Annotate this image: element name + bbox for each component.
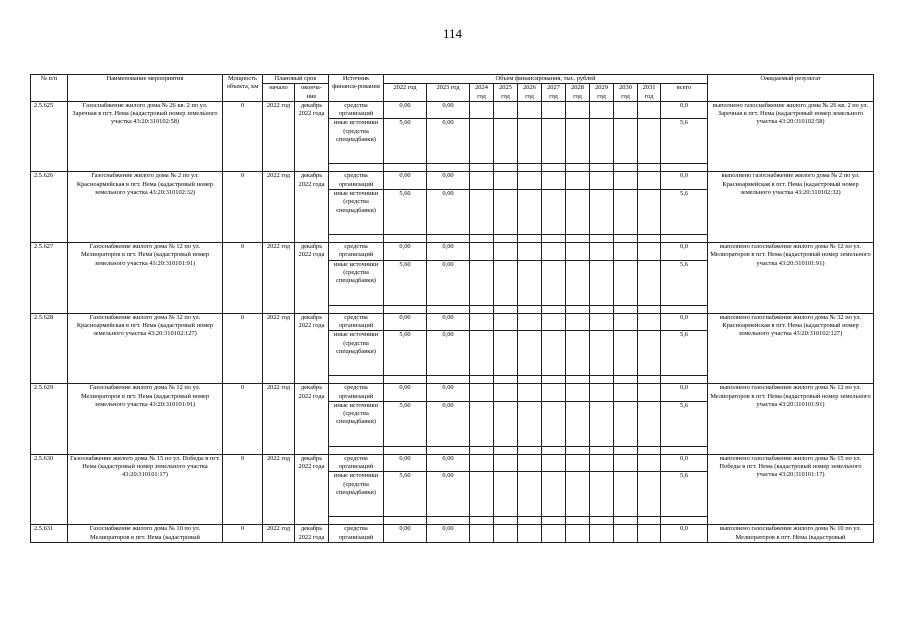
header-volume: Объем финансирования, тыс. рублей (384, 75, 708, 84)
empty-year-cell (590, 260, 614, 305)
empty-year-cell (470, 384, 494, 402)
gap-cell (470, 446, 494, 454)
empty-year-cell (638, 401, 661, 446)
gap-cell (542, 446, 566, 454)
header-year: 2024 год (470, 84, 494, 102)
gap-cell (518, 446, 542, 454)
value-total: 5,6 (661, 119, 708, 164)
gap-cell (494, 376, 518, 384)
empty-year-cell (614, 119, 638, 164)
value-2022: 0,00 (384, 243, 427, 261)
financing-table (30, 74, 874, 543)
row-capacity: 0 (223, 525, 263, 543)
value-2023: 0,00 (427, 190, 470, 235)
value-2023: 0,00 (427, 172, 470, 190)
value-2023: 0,00 (427, 260, 470, 305)
row-start: 2022 год (263, 454, 295, 525)
empty-year-cell (542, 384, 566, 402)
empty-year-cell (566, 525, 590, 543)
gap-cell (518, 305, 542, 313)
empty-year-cell (494, 472, 518, 517)
empty-year-cell (518, 454, 542, 472)
value-2022: 0,00 (384, 101, 427, 119)
empty-year-cell (614, 190, 638, 235)
gap-cell (470, 305, 494, 313)
gap-cell (590, 164, 614, 172)
empty-year-cell (590, 384, 614, 402)
empty-year-cell (470, 454, 494, 472)
row-end: декабрь 2022 года (295, 172, 329, 243)
gap-cell (329, 305, 384, 313)
row-start: 2022 год (263, 172, 295, 243)
empty-year-cell (542, 331, 566, 376)
row-code: 2.5.630 (31, 454, 68, 525)
empty-year-cell (494, 101, 518, 119)
gap-cell (494, 517, 518, 525)
header-year: 2026 год (518, 84, 542, 102)
empty-year-cell (638, 331, 661, 376)
value-2022: 5,60 (384, 260, 427, 305)
empty-year-cell (494, 454, 518, 472)
gap-cell (427, 446, 470, 454)
empty-year-cell (542, 190, 566, 235)
gap-cell (590, 446, 614, 454)
empty-year-cell (590, 313, 614, 331)
gap-cell (614, 235, 638, 243)
gap-cell (590, 235, 614, 243)
empty-year-cell (638, 101, 661, 119)
value-2022: 5,60 (384, 331, 427, 376)
gap-cell (470, 517, 494, 525)
empty-year-cell (614, 101, 638, 119)
row-code: 2.5.625 (31, 101, 68, 172)
value-2022: 5,60 (384, 190, 427, 235)
value-2023: 0,00 (427, 472, 470, 517)
value-2022: 5,60 (384, 119, 427, 164)
row-capacity: 0 (223, 172, 263, 243)
row-result: выполнено газоснабжение жилого дома № 10 по ул. Мелиораторов в пгт. Нема (кадастровый (708, 525, 874, 543)
gap-cell (661, 235, 708, 243)
empty-year-cell (518, 243, 542, 261)
value-total: 0,0 (661, 172, 708, 190)
empty-year-cell (638, 190, 661, 235)
empty-year-cell (542, 313, 566, 331)
empty-year-cell (470, 260, 494, 305)
empty-year-cell (614, 401, 638, 446)
empty-year-cell (590, 190, 614, 235)
value-total: 0,0 (661, 384, 708, 402)
empty-year-cell (590, 331, 614, 376)
table-row (31, 384, 874, 402)
empty-year-cell (470, 119, 494, 164)
page-number: 114 (442, 26, 463, 41)
empty-year-cell (494, 313, 518, 331)
empty-year-cell (518, 190, 542, 235)
empty-year-cell (638, 119, 661, 164)
row-code: 2.5.631 (31, 525, 68, 543)
source-label: средства организаций (329, 525, 384, 543)
header-term-end: оконча-ние (295, 84, 329, 102)
row-name: Газоснабжение жилого дома № 12 по ул. Мелиораторов в пгт. Нема (кадастровый номер земельного участка 43:20:310101:91) (68, 384, 223, 455)
row-capacity: 0 (223, 454, 263, 525)
empty-year-cell (638, 313, 661, 331)
gap-cell (566, 235, 590, 243)
header-year: 2028 год (566, 84, 590, 102)
value-2023: 0,00 (427, 331, 470, 376)
empty-year-cell (638, 260, 661, 305)
gap-cell (590, 305, 614, 313)
row-end: декабрь 2022 года (295, 454, 329, 525)
gap-cell (566, 164, 590, 172)
row-end: декабрь 2022 года (295, 525, 329, 543)
empty-year-cell (494, 172, 518, 190)
header-capacity: Мощность объекта, км (223, 75, 263, 102)
gap-cell (542, 235, 566, 243)
gap-cell (494, 235, 518, 243)
empty-year-cell (542, 401, 566, 446)
header-year: 2027 год (542, 84, 566, 102)
gap-cell (542, 517, 566, 525)
row-capacity: 0 (223, 101, 263, 172)
empty-year-cell (494, 525, 518, 543)
row-result: выполнено газоснабжение жилого дома № 26 кв. 2 по ул. Заречная в пгт. Нема (кадастровый номер земельного участка 43:20:310102:58) (708, 101, 874, 172)
gap-cell (518, 517, 542, 525)
gap-cell (384, 517, 427, 525)
empty-year-cell (638, 172, 661, 190)
gap-cell (494, 446, 518, 454)
empty-year-cell (614, 331, 638, 376)
empty-year-cell (470, 243, 494, 261)
value-2023: 0,00 (427, 454, 470, 472)
empty-year-cell (638, 384, 661, 402)
row-capacity: 0 (223, 384, 263, 455)
source-label: иные источники (средства спецнадбавки) (329, 401, 384, 446)
row-name: Газоснабжение жилого дома № 32 по ул. Красноармейская в пгт. Нема (кадастровый номер земельного участка 43:20:310102:127) (68, 313, 223, 384)
empty-year-cell (566, 401, 590, 446)
header-year: 2023 год (427, 84, 470, 102)
header-name: Наименование мероприятия (68, 75, 223, 102)
gap-cell (518, 164, 542, 172)
gap-cell (638, 376, 661, 384)
source-label: средства организаций (329, 384, 384, 402)
empty-year-cell (518, 401, 542, 446)
row-result: выполнено газоснабжение жилого дома № 2 по ул. Красноармейская в пгт. Нема (кадастровый номер земельного участка 43:20:310102:32) (708, 172, 874, 243)
source-label: средства организаций (329, 454, 384, 472)
empty-year-cell (518, 525, 542, 543)
row-start: 2022 год (263, 525, 295, 543)
value-2022: 0,00 (384, 384, 427, 402)
gap-cell (614, 305, 638, 313)
header-num: № п/п (31, 75, 68, 102)
empty-year-cell (614, 525, 638, 543)
gap-cell (566, 305, 590, 313)
value-2023: 0,00 (427, 101, 470, 119)
header-source: Источник финанси-рования (329, 75, 384, 102)
row-name: Газоснабжение жилого дома № 26 кв. 2 по ул. Заречная в пгт. Нема (кадастровый номер земельного участка 43:20:310102:58) (68, 101, 223, 172)
gap-cell (542, 376, 566, 384)
gap-cell (542, 164, 566, 172)
header-term-start: начало (263, 84, 295, 102)
source-label: иные источники (средства спецнадбавки) (329, 260, 384, 305)
source-label: средства организаций (329, 101, 384, 119)
gap-cell (384, 164, 427, 172)
table-row (31, 525, 874, 543)
empty-year-cell (470, 101, 494, 119)
empty-year-cell (494, 243, 518, 261)
empty-year-cell (614, 243, 638, 261)
table-row (31, 172, 874, 190)
empty-year-cell (566, 384, 590, 402)
gap-cell (518, 376, 542, 384)
row-code: 2.5.629 (31, 384, 68, 455)
gap-cell (614, 164, 638, 172)
row-capacity: 0 (223, 313, 263, 384)
value-2023: 0,00 (427, 243, 470, 261)
gap-cell (638, 164, 661, 172)
value-2023: 0,00 (427, 119, 470, 164)
empty-year-cell (638, 472, 661, 517)
header-year: 2031 год (638, 84, 661, 102)
gap-cell (384, 376, 427, 384)
empty-year-cell (518, 384, 542, 402)
row-end: декабрь 2022 года (295, 243, 329, 314)
empty-year-cell (542, 260, 566, 305)
row-name: Газоснабжение жилого дома № 2 по ул. Красноармейская в пгт. Нема (кадастровый номер земельного участка 43:20:310102:32) (68, 172, 223, 243)
gap-cell (329, 517, 384, 525)
gap-cell (470, 164, 494, 172)
empty-year-cell (566, 260, 590, 305)
value-total: 5,6 (661, 190, 708, 235)
header-term: Плановый срок (263, 75, 329, 84)
empty-year-cell (590, 525, 614, 543)
gap-cell (427, 164, 470, 172)
source-label: иные источники (средства спецнадбавки) (329, 119, 384, 164)
empty-year-cell (542, 454, 566, 472)
empty-year-cell (542, 525, 566, 543)
row-code: 2.5.628 (31, 313, 68, 384)
gap-cell (661, 164, 708, 172)
empty-year-cell (614, 384, 638, 402)
gap-cell (566, 376, 590, 384)
empty-year-cell (614, 172, 638, 190)
gap-cell (384, 446, 427, 454)
gap-cell (614, 517, 638, 525)
empty-year-cell (470, 331, 494, 376)
gap-cell (494, 305, 518, 313)
header-total: всего (661, 84, 708, 102)
empty-year-cell (638, 243, 661, 261)
empty-year-cell (494, 401, 518, 446)
gap-cell (661, 305, 708, 313)
empty-year-cell (614, 454, 638, 472)
gap-cell (384, 235, 427, 243)
gap-cell (384, 305, 427, 313)
empty-year-cell (590, 172, 614, 190)
empty-year-cell (542, 172, 566, 190)
source-label: иные источники (средства спецнадбавки) (329, 331, 384, 376)
row-start: 2022 год (263, 313, 295, 384)
value-2022: 0,00 (384, 313, 427, 331)
empty-year-cell (470, 401, 494, 446)
gap-cell (427, 305, 470, 313)
empty-year-cell (566, 472, 590, 517)
gap-cell (638, 517, 661, 525)
row-capacity: 0 (223, 243, 263, 314)
row-start: 2022 год (263, 101, 295, 172)
empty-year-cell (542, 243, 566, 261)
gap-cell (427, 517, 470, 525)
gap-cell (542, 305, 566, 313)
empty-year-cell (590, 472, 614, 517)
empty-year-cell (566, 454, 590, 472)
value-total: 5,6 (661, 331, 708, 376)
empty-year-cell (590, 454, 614, 472)
empty-year-cell (518, 260, 542, 305)
source-label: иные источники (средства спецнадбавки) (329, 190, 384, 235)
row-code: 2.5.626 (31, 172, 68, 243)
value-2022: 0,00 (384, 172, 427, 190)
empty-year-cell (494, 331, 518, 376)
row-result: выполнено газоснабжение жилого дома № 32 по ул. Красноармейская в пгт. Нема (кадастровый номер земельного участка 43:20:310102:127) (708, 313, 874, 384)
gap-cell (566, 446, 590, 454)
gap-cell (661, 446, 708, 454)
empty-year-cell (494, 384, 518, 402)
row-name: Газоснабжение жилого дома № 12 по ул. Мелиораторов в пгт. Нема (кадастровый номер земельного участка 43:20:310101:91) (68, 243, 223, 314)
empty-year-cell (566, 331, 590, 376)
gap-cell (427, 376, 470, 384)
empty-year-cell (566, 172, 590, 190)
empty-year-cell (494, 119, 518, 164)
gap-cell (470, 235, 494, 243)
empty-year-cell (566, 101, 590, 119)
empty-year-cell (542, 472, 566, 517)
empty-year-cell (590, 401, 614, 446)
row-end: декабрь 2022 года (295, 384, 329, 455)
source-label: средства организаций (329, 243, 384, 261)
empty-year-cell (590, 101, 614, 119)
header-year: 2022 год (384, 84, 427, 102)
row-result: выполнено газоснабжение жилого дома № 15 по ул. Победы в пгт. Нема (кадастровый номер земельного участка 43:20:310101:17) (708, 454, 874, 525)
value-2022: 5,60 (384, 401, 427, 446)
gap-cell (661, 517, 708, 525)
header-year: 2029 год (590, 84, 614, 102)
gap-cell (661, 376, 708, 384)
value-2023: 0,00 (427, 525, 470, 543)
row-name: Газоснабжение жилого дома № 15 по ул. Победы в пгт. Нема (кадастровый номер земельного участка 43:20:310101:17) (68, 454, 223, 525)
gap-cell (329, 235, 384, 243)
empty-year-cell (614, 472, 638, 517)
row-result: выполнено газоснабжение жилого дома № 12 по ул. Мелиораторов в пгт. Нема (кадастровый номер земельного участка 43:20:310101:91) (708, 384, 874, 455)
gap-cell (638, 235, 661, 243)
empty-year-cell (566, 313, 590, 331)
gap-cell (566, 517, 590, 525)
gap-cell (329, 164, 384, 172)
empty-year-cell (470, 190, 494, 235)
gap-cell (470, 376, 494, 384)
row-code: 2.5.627 (31, 243, 68, 314)
empty-year-cell (518, 101, 542, 119)
gap-cell (638, 305, 661, 313)
value-2023: 0,00 (427, 313, 470, 331)
empty-year-cell (470, 172, 494, 190)
header-result: Ожидаемый результат (708, 75, 874, 102)
value-2022: 0,00 (384, 525, 427, 543)
value-total: 0,0 (661, 313, 708, 331)
row-result: выполнено газоснабжение жилого дома № 12 по ул. Мелиораторов в пгт. Нема (кадастровый номер земельного участка 43:20:310101:91) (708, 243, 874, 314)
empty-year-cell (566, 190, 590, 235)
value-total: 5,6 (661, 260, 708, 305)
source-label: иные источники (средства спецнадбавки) (329, 472, 384, 517)
row-name: Газоснабжение жилого дома № 10 по ул. Мелиораторов в пгт. Нема (кадастровый (68, 525, 223, 543)
empty-year-cell (566, 243, 590, 261)
gap-cell (329, 446, 384, 454)
gap-cell (614, 446, 638, 454)
empty-year-cell (494, 260, 518, 305)
empty-year-cell (638, 454, 661, 472)
gap-cell (427, 235, 470, 243)
value-2023: 0,00 (427, 384, 470, 402)
empty-year-cell (494, 190, 518, 235)
row-end: декабрь 2022 года (295, 101, 329, 172)
header-year: 2025 год (494, 84, 518, 102)
empty-year-cell (566, 119, 590, 164)
empty-year-cell (590, 243, 614, 261)
gap-cell (590, 517, 614, 525)
header-year: 2030 год (614, 84, 638, 102)
row-end: декабрь 2022 года (295, 313, 329, 384)
source-label: средства организаций (329, 172, 384, 190)
empty-year-cell (542, 101, 566, 119)
table-row (31, 313, 874, 331)
empty-year-cell (470, 472, 494, 517)
value-2022: 5,60 (384, 472, 427, 517)
empty-year-cell (518, 313, 542, 331)
empty-year-cell (590, 119, 614, 164)
gap-cell (614, 376, 638, 384)
value-total: 5,6 (661, 401, 708, 446)
table-row (31, 243, 874, 261)
empty-year-cell (614, 260, 638, 305)
empty-year-cell (542, 119, 566, 164)
value-total: 0,0 (661, 243, 708, 261)
value-2023: 0,00 (427, 401, 470, 446)
value-total: 0,0 (661, 525, 708, 543)
value-total: 5,6 (661, 472, 708, 517)
empty-year-cell (518, 472, 542, 517)
value-total: 0,0 (661, 454, 708, 472)
empty-year-cell (470, 313, 494, 331)
empty-year-cell (470, 525, 494, 543)
empty-year-cell (614, 313, 638, 331)
table-row (31, 101, 874, 119)
empty-year-cell (638, 525, 661, 543)
gap-cell (638, 446, 661, 454)
row-start: 2022 год (263, 243, 295, 314)
empty-year-cell (518, 172, 542, 190)
table-row (31, 454, 874, 472)
gap-cell (494, 164, 518, 172)
value-2022: 0,00 (384, 454, 427, 472)
gap-cell (518, 235, 542, 243)
empty-year-cell (518, 119, 542, 164)
value-total: 0,0 (661, 101, 708, 119)
gap-cell (590, 376, 614, 384)
row-start: 2022 год (263, 384, 295, 455)
source-label: средства организаций (329, 313, 384, 331)
gap-cell (329, 376, 384, 384)
empty-year-cell (518, 331, 542, 376)
